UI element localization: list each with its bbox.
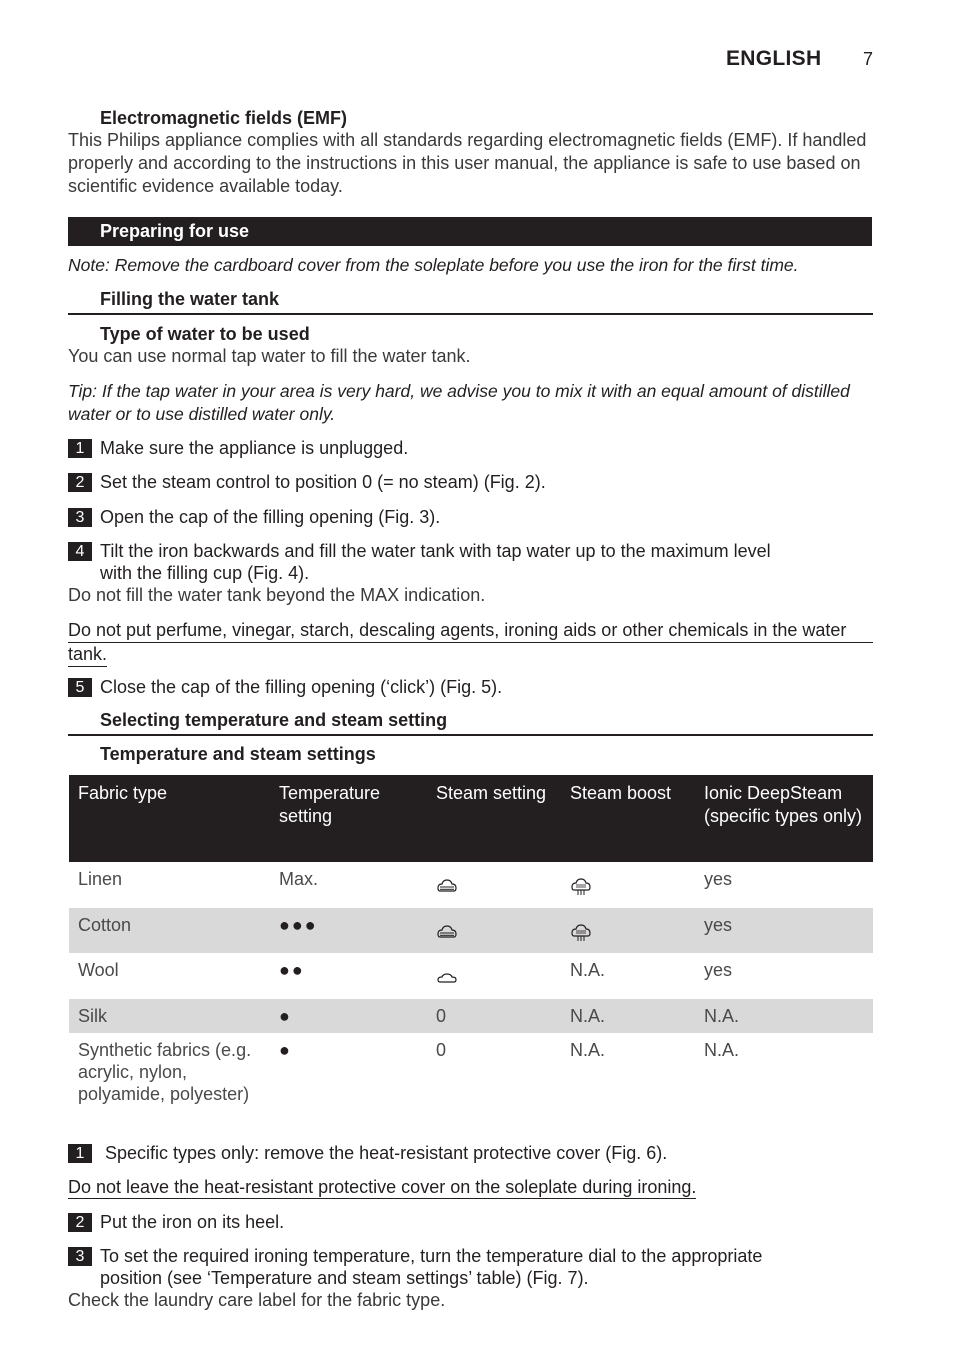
language-label: ENGLISH xyxy=(726,47,822,70)
step-text: Make sure the appliance is unplugged. xyxy=(100,438,409,458)
column-header: Temperature setting xyxy=(270,775,427,862)
ionic-cell: N.A. xyxy=(695,999,873,1033)
step-number: 5 xyxy=(68,678,92,697)
step-line: position (see ‘Temperature and steam settings’ table) (Fig. 7). xyxy=(100,1268,589,1288)
warning-line: Do not put perfume, vinegar, starch, descaling agents, ironing aids or other chemicals in the water xyxy=(68,619,873,643)
water-text: You can use normal tap water to fill the water tank. xyxy=(68,346,471,366)
column-header: Steam setting xyxy=(427,775,561,862)
fabric-line: acrylic, nylon, xyxy=(78,1062,188,1082)
step-text: Open the cap of the filling opening (Fig. 3). xyxy=(100,507,441,527)
note-text: Note: Remove the cardboard cover from the soleplate before you use the iron for the first time. xyxy=(68,255,799,275)
ionic-cell: yes xyxy=(704,869,733,889)
step-text: Close the cap of the filling opening (‘click’) (Fig. 5). xyxy=(100,677,503,697)
step-text xyxy=(100,540,771,584)
page-number: 7 xyxy=(863,49,874,69)
temperature-cell: ●●● xyxy=(270,908,427,953)
fabric-line: Synthetic fabrics (e.g. xyxy=(78,1040,252,1060)
table-row xyxy=(69,862,873,908)
fabric-cell: Wool xyxy=(78,960,119,980)
temperature-cell: ●● xyxy=(279,960,305,980)
temperature-cell: Max. xyxy=(279,869,319,889)
step-number: 2 xyxy=(68,473,92,492)
emf-line: scientific evidence available today. xyxy=(68,176,343,196)
water-heading: Type of water to be used xyxy=(100,324,310,344)
steam-cell xyxy=(427,908,561,953)
step-text: Specific types only: remove the heat-resistant protective cover (Fig. 6). xyxy=(105,1143,668,1163)
fabric-cell: Linen xyxy=(78,869,123,889)
step-number: 1 xyxy=(68,439,92,458)
filling-heading: Filling the water tank xyxy=(100,289,280,309)
settings-table xyxy=(69,775,873,1109)
step-line: To set the required ironing temperature, turn the temperature dial to the appropriate xyxy=(100,1246,763,1266)
final-note: Check the laundry care label for the fabric type. xyxy=(68,1290,446,1310)
max-note: Do not fill the water tank beyond the MAX indication. xyxy=(68,585,486,605)
column-header: Ionic DeepSteam (specific types only) xyxy=(695,775,873,862)
table-row xyxy=(69,908,873,953)
step-number: 2 xyxy=(68,1213,92,1232)
emf-heading: Electromagnetic fields (EMF) xyxy=(100,108,348,128)
fabric-cell xyxy=(69,1033,270,1109)
step-number: 4 xyxy=(68,542,92,561)
steam-cell: 0 xyxy=(436,1040,447,1060)
selecting-heading: Selecting temperature and steam setting xyxy=(100,710,448,730)
steam-cell xyxy=(427,953,561,999)
boost-cell: N.A. xyxy=(570,1040,606,1060)
step-text: Set the steam control to position 0 (= no steam) (Fig. 2). xyxy=(100,472,546,492)
ionic-cell: yes xyxy=(704,960,733,980)
fabric-cell: Silk xyxy=(69,999,270,1033)
heading-rule xyxy=(68,734,873,736)
heading-rule xyxy=(68,313,873,315)
table-header-row xyxy=(69,775,873,862)
temperature-cell: ● xyxy=(270,999,427,1033)
warning-text xyxy=(68,619,873,667)
table-row xyxy=(69,1033,873,1109)
step-line: Tilt the iron backwards and fill the water tank with tap water up to the maximum level xyxy=(100,541,771,561)
warning-text xyxy=(68,1176,696,1199)
steam-boost-icon xyxy=(570,924,592,942)
tip-text xyxy=(68,380,850,426)
step-text xyxy=(100,1245,762,1289)
warning-line: tank. xyxy=(68,643,107,667)
steam-min-icon xyxy=(436,969,458,985)
steam-boost-icon xyxy=(570,878,592,896)
boost-cell: N.A. xyxy=(561,999,695,1033)
fabric-line: polyamide, polyester) xyxy=(78,1084,250,1104)
column-header: Fabric type xyxy=(69,775,270,862)
steam-cell: 0 xyxy=(427,999,561,1033)
table-row xyxy=(69,999,873,1033)
boost-cell xyxy=(561,908,695,953)
steam-max-icon xyxy=(436,878,458,894)
tip-line: water or to use distilled water only. xyxy=(68,404,336,424)
boost-cell xyxy=(561,862,695,908)
column-header: Steam boost xyxy=(561,775,695,862)
tip-line: Tip: If the tap water in your area is very hard, we advise you to mix it with an equal amount of distilled xyxy=(68,381,850,401)
fabric-cell: Cotton xyxy=(69,908,270,953)
warning-line: Do not leave the heat-resistant protective cover on the soleplate during ironing. xyxy=(68,1177,697,1197)
boost-cell: N.A. xyxy=(570,960,606,980)
emf-line: properly and according to the instructions in this user manual, the appliance is safe to use based on xyxy=(68,153,861,173)
ionic-cell: N.A. xyxy=(704,1040,740,1060)
steam-max-icon xyxy=(436,924,458,940)
table-heading: Temperature and steam settings xyxy=(100,744,376,764)
emf-line: This Philips appliance complies with all standards regarding electromagnetic fields (EMF). If handled xyxy=(68,130,867,150)
section-title: Preparing for use xyxy=(100,221,250,241)
ionic-cell: yes xyxy=(695,908,873,953)
step-number: 1 xyxy=(68,1144,92,1163)
temperature-cell: ● xyxy=(279,1040,292,1060)
steam-cell xyxy=(427,862,561,908)
table-row xyxy=(69,953,873,999)
step-number: 3 xyxy=(68,1247,92,1266)
step-text: Put the iron on its heel. xyxy=(100,1212,285,1232)
step-number: 3 xyxy=(68,508,92,527)
step-line: with the filling cup (Fig. 4). xyxy=(100,563,310,583)
emf-paragraph xyxy=(68,129,866,198)
section-bar xyxy=(68,217,872,246)
